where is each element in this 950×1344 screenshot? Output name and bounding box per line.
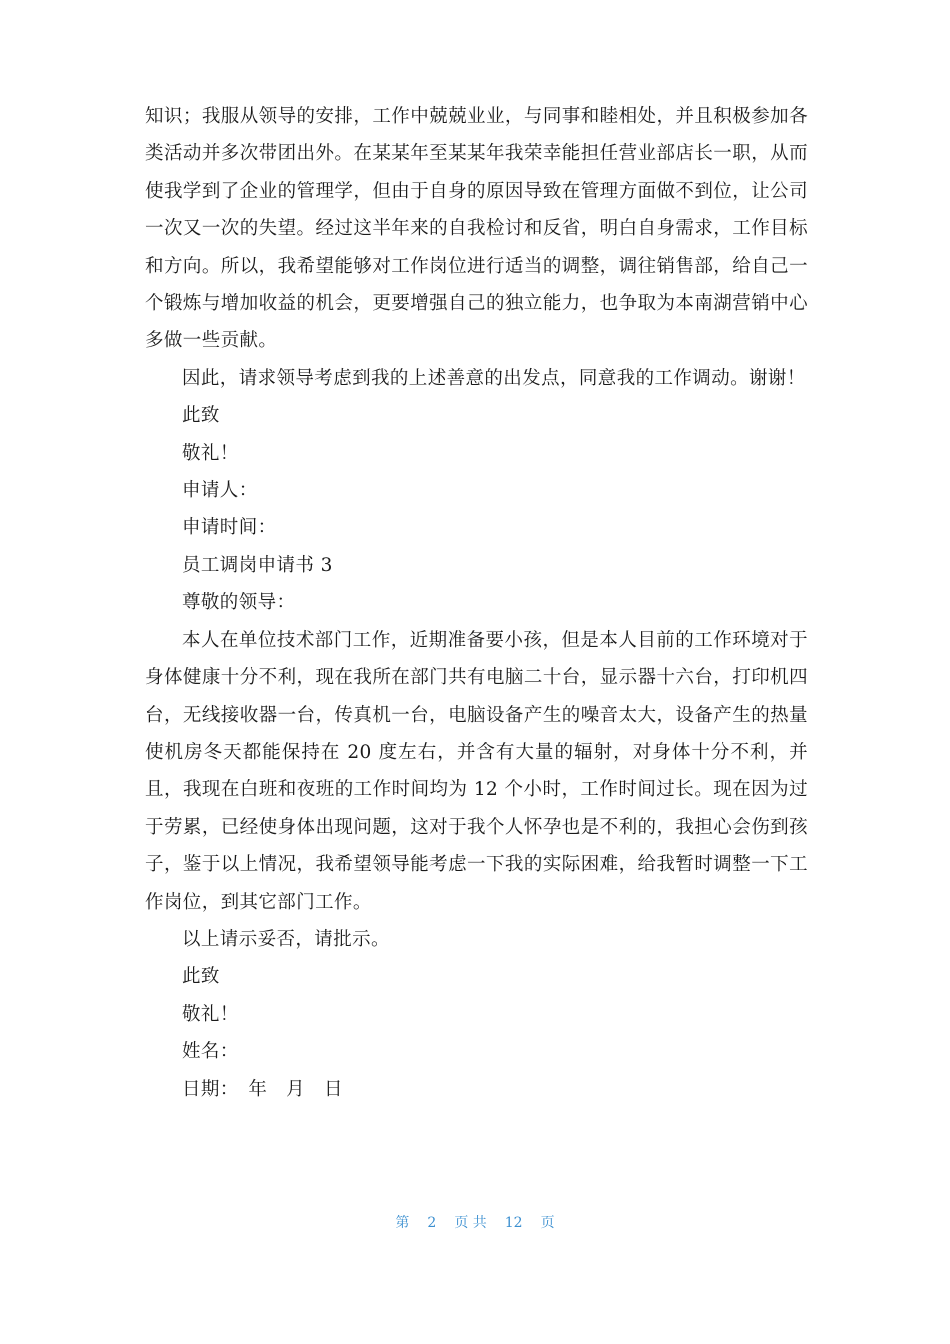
request-approval-line: 以上请示妥否，请批示。 — [182, 928, 390, 950]
applicant-label: 申请人： — [182, 480, 258, 502]
closing-greeting-2: 此致 — [182, 966, 220, 988]
application-date-label: 申请时间： — [182, 517, 277, 539]
paragraph-2: 因此，请求领导考虑到我的上述善意的出发点，同意我的工作调动。谢谢！ — [182, 367, 806, 389]
closing-salute-2: 敬礼！ — [182, 1003, 239, 1025]
footer-end-label: 页 — [540, 1215, 555, 1231]
page-number-footer — [0, 1212, 950, 1232]
document-body — [145, 98, 808, 1108]
footer-page-label: 第 — [395, 1215, 410, 1231]
paragraph-1: 知识；我服从领导的安排，工作中兢兢业业，与同事和睦相处，并且积极参加各类活动并多次带团出外。在某某年至某某年我荣幸能担任营业部店长一职，从而使我学到了企业的管理学，但由于自身的原因导致在管理方面做不到位，让公司一次又一次的失望。经过这半年来的自我检讨和反省，明白自身需求，工作目标和方向。所以，我希望能够对工作岗位进行适当的调整，调往销售部，给自己一个锻炼与增加收益的机会，更要增强自己的独立能力，也争取为本南湖营销中心多做一些贡献。 — [145, 106, 808, 352]
salutation: 尊敬的领导： — [182, 592, 296, 614]
name-label: 姓名： — [182, 1041, 239, 1063]
paragraph-main-request: 本人在单位技术部门工作，近期准备要小孩，但是本人目前的工作环境对于身体健康十分不利，现在我所在部门共有电脑二十台，显示器十六台，打印机四台，无线接收器一台，传真机一台，电脑设备产生的噪音太大，设备产生的热量使机房冬天都能保持在 20 度左右，并含有大量的辐射，对身体十分不利，并且，我现在白班和夜班的工作时间均为 12 个小时，工作时间过长。现在因为过于劳累，已经使身体出现问题，这对于我个人怀孕也是不利的，我担心会伤到孩子，鉴于以上情况，我希望领导能考虑一下我的实际困难，给我暂时调整一下工作岗位，到其它部门工作。 — [145, 629, 808, 913]
date-label: 日期： 年 月 日 — [182, 1078, 343, 1100]
closing-greeting-1: 此致 — [182, 405, 220, 427]
footer-total-pages: 12 — [504, 1215, 523, 1231]
closing-salute-1: 敬礼！ — [182, 442, 239, 464]
footer-page-of-label: 页 共 — [454, 1215, 487, 1231]
section-title: 员工调岗申请书 3 — [182, 554, 333, 576]
footer-current-page: 2 — [427, 1215, 437, 1231]
